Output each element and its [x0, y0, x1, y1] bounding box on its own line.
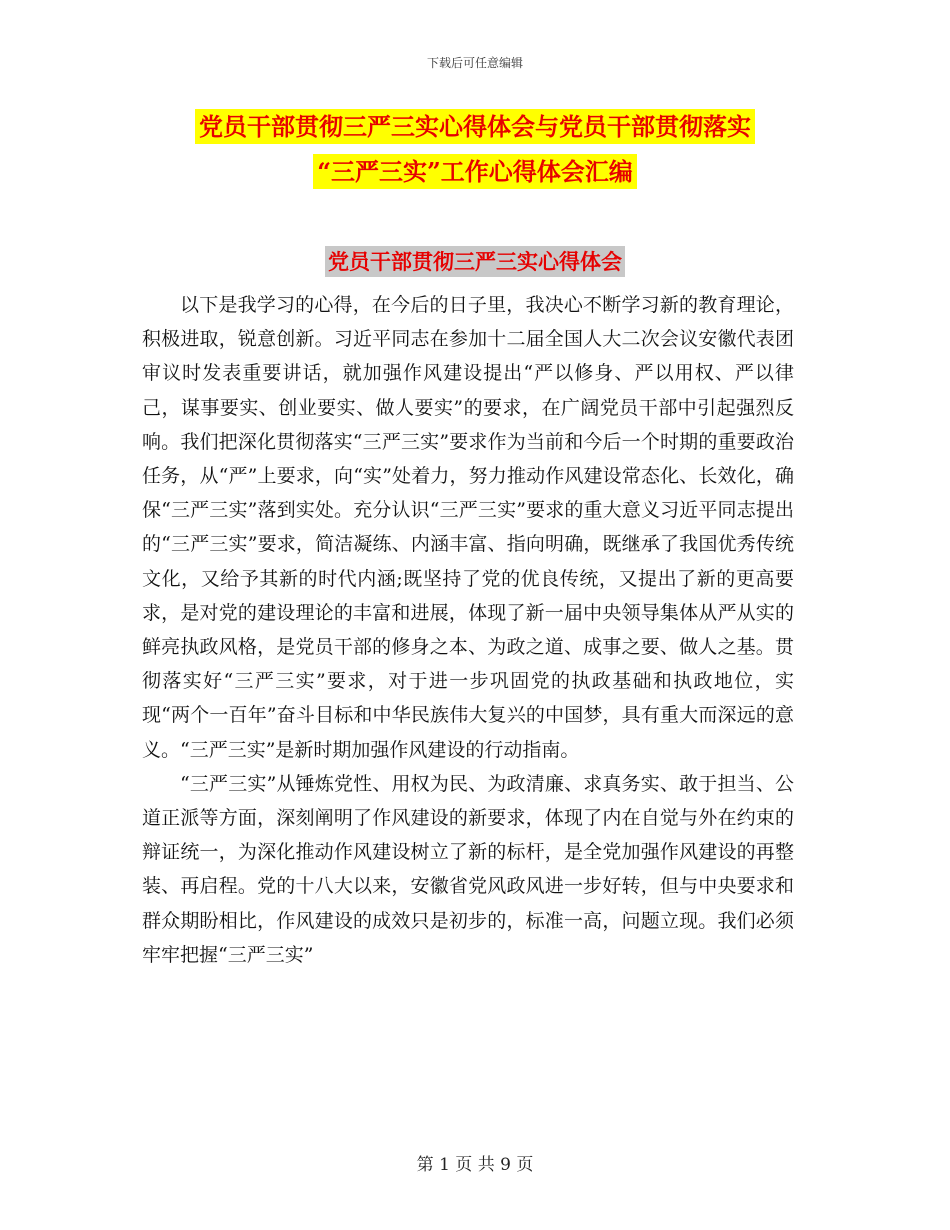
- document-title-line-2-text: “三严三实”工作心得体会汇编: [313, 154, 637, 189]
- section-title: [0, 247, 950, 277]
- paragraph-1: 以下是我学习的心得，在今后的日子里，我决心不断学习新的教育理论，积极进取，锐意创新。习近平同志在参加十二届全国人大二次会议安徽代表团审议时发表重要讲话，就加强作风建设提出“严以修身、严以用权、严以律己，谋事要实、创业要实、做人要实”的要求，在广阔党员干部中引起强烈反响。我们把深化贯彻落实“三严三实”要求作为当前和今后一个时期的重要政治任务，从“严”上要求，向“实”处着力，努力推动作风建设常态化、长效化，确保“三严三实”落到实处。充分认识“三严三实”要求的重大意义习近平同志提出的“三严三实”要求，简洁凝练、内涵丰富、指向明确，既继承了我国优秀传统文化，又给予其新的时代内涵;既坚持了党的优良传统，又提出了新的更高要求，是对党的建设理论的丰富和进展，体现了新一届中央领导集体从严从实的鲜亮执政风格，是党员干部的修身之本、为政之道、成事之要、做人之基。贯彻落实好“三严三实”要求，对于进一步巩固党的执政基础和执政地位，实现“两个一百年”奋斗目标和中华民族伟大复兴的中国梦，具有重大而深远的意义。“三严三实”是新时期加强作风建设的行动指南。: [142, 294, 794, 761]
- document-title-line-1-text: 党员干部贯彻三严三实心得体会与党员干部贯彻落实: [195, 109, 755, 144]
- document-title-line-1: [0, 112, 950, 142]
- header-note: 下载后可任意编辑: [426, 56, 523, 70]
- page-footer: 第 1 页 共 9 页: [416, 1155, 534, 1175]
- section-title-text: 党员干部贯彻三严三实心得体会: [325, 246, 625, 277]
- body-text: [142, 288, 794, 972]
- document-title-line-2: [0, 157, 950, 187]
- paragraph-2: “三严三实”从锤炼党性、用权为民、为政清廉、求真务实、敢于担当、公道正派等方面，深刻阐明了作风建设的新要求，体现了内在自觉与外在约束的辩证统一，为深化推动作风建设树立了新的标杆，是全党加强作风建设的再整装、再启程。党的十八大以来，安徽省党风政风进一步好转，但与中央要求和群众期盼相比，作风建设的成效只是初步的，标准一高，问题立现。我们必须牢牢把握“三严三实”: [142, 772, 794, 966]
